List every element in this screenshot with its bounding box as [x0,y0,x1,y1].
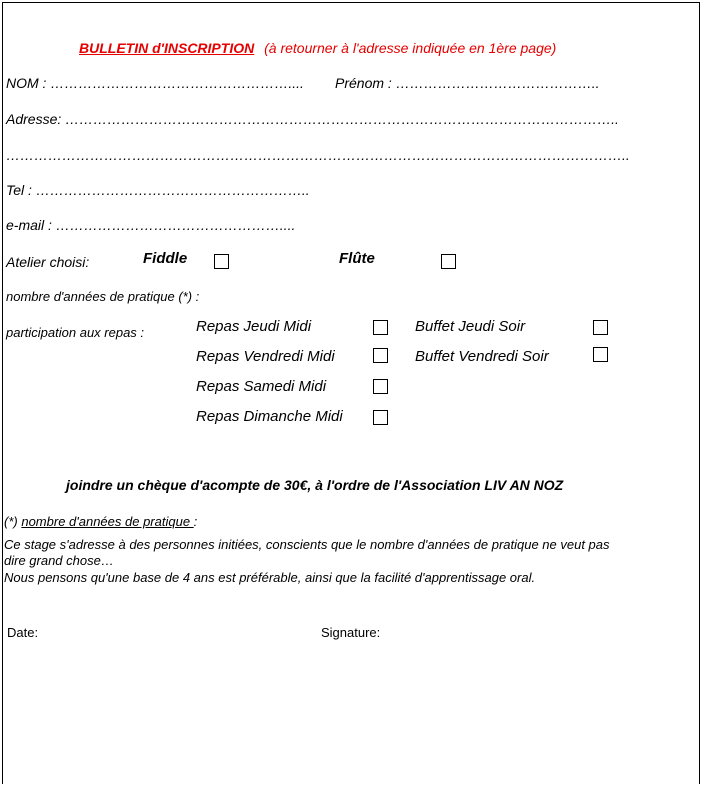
atelier-label: Atelier choisi: [6,254,90,270]
atelier-option-fiddle: Fiddle [143,250,188,267]
repas-jeudi-midi-checkbox[interactable] [373,320,388,335]
buffet-vendredi-soir-label: Buffet Vendredi Soir [415,348,549,365]
date-label: Date: [7,625,39,640]
footnote-heading-colon: : [193,514,198,529]
buffet-jeudi-soir-label: Buffet Jeudi Soir [415,318,526,335]
nom-field[interactable]: NOM : …………………………………………….... [6,75,304,91]
repas-label: participation aux repas : [6,325,145,340]
buffet-jeudi-soir-checkbox[interactable] [593,320,608,335]
flute-checkbox[interactable] [441,254,456,269]
adresse-field[interactable]: Adresse: ……………………………………………………………………………………………………….. [6,111,619,127]
atelier-option-flute: Flûte [339,250,375,267]
repas-jeudi-midi-label: Repas Jeudi Midi [196,318,312,335]
footnote-heading [4,514,197,529]
tel-field[interactable]: Tel : ………………………………………………….. [6,182,310,198]
prenom-field[interactable]: Prénom : …………………………………….. [335,75,600,91]
cheque-note: joindre un chèque d'acompte de 30€, à l'ordre de l'Association LIV AN NOZ [66,477,564,493]
signature-label: Signature: [321,625,381,640]
repas-vendredi-midi-checkbox[interactable] [373,348,388,363]
buffet-vendredi-soir-checkbox[interactable] [593,347,608,362]
form-title [79,40,556,56]
fiddle-checkbox[interactable] [214,254,229,269]
repas-samedi-midi-checkbox[interactable] [373,379,388,394]
adresse-field-line2[interactable]: …………………………………………………………………………………………………………………….. [6,147,630,163]
form-title-main: BULLETIN d'INSCRIPTION [79,40,255,56]
form-title-subtitle: (à retourner à l'adresse indiquée en 1ère page) [264,40,557,56]
repas-vendredi-midi-label: Repas Vendredi Midi [196,348,335,365]
footnote-marker: (*) [4,514,18,529]
annees-label: nombre d'années de pratique (*) : [6,289,200,304]
repas-dimanche-midi-label: Repas Dimanche Midi [196,408,343,425]
repas-samedi-midi-label: Repas Samedi Midi [196,378,327,395]
email-field[interactable]: e-mail : ………………………………………….... [6,217,296,233]
footnote-heading-text: nombre d'années de pratique [21,514,194,529]
footnote-line-2: dire grand chose… [4,553,114,568]
repas-dimanche-midi-checkbox[interactable] [373,410,388,425]
footnote-line-3: Nous pensons qu'une base de 4 ans est préférable, ainsi que la facilité d'apprentissage oral. [4,570,536,585]
footnote-line-1: Ce stage s'adresse à des personnes initiées, conscients que le nombre d'années de pratique ne veut pas [4,537,610,552]
